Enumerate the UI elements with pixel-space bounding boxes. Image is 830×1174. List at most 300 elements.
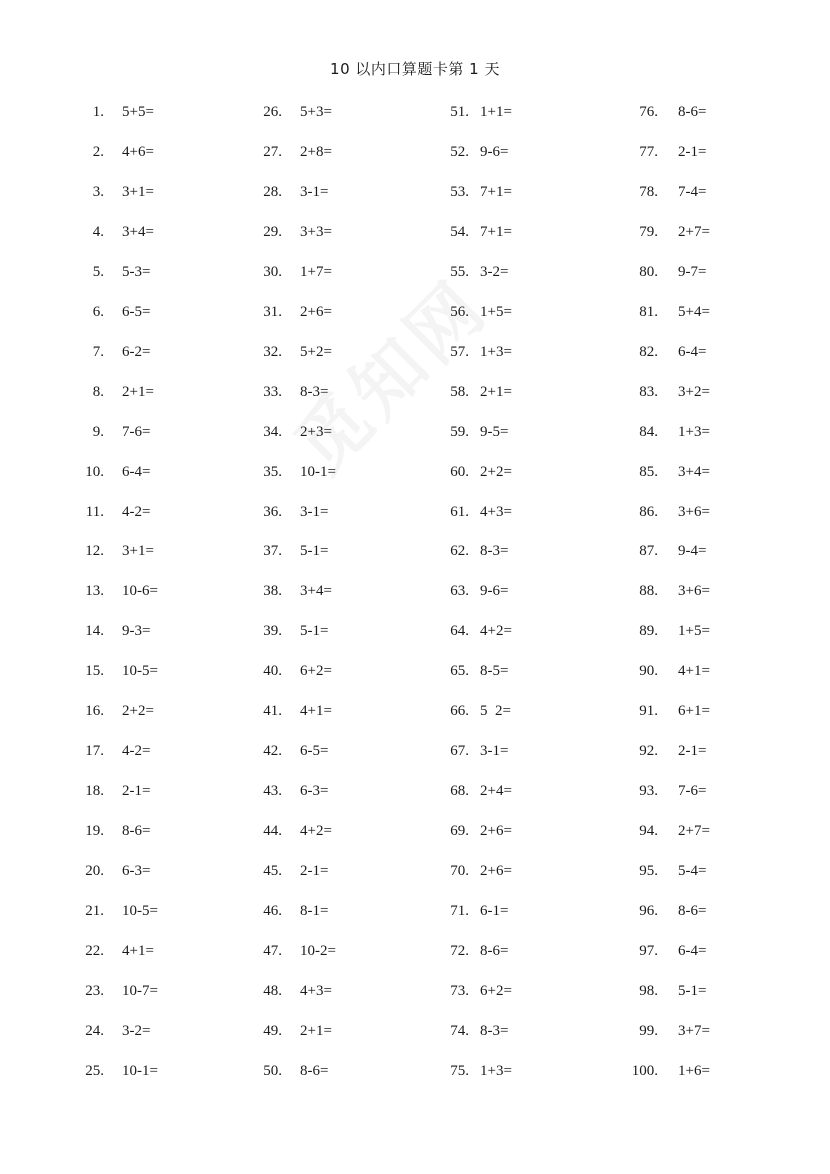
problem-item — [175, 262, 375, 282]
problem-number: 84. — [639, 423, 658, 440]
problem-expression: 3-2= — [122, 1022, 151, 1039]
problem-item — [0, 901, 200, 921]
problem-expression: 6-3= — [122, 863, 151, 880]
problem-expression: 2+6= — [300, 303, 332, 320]
problem-expression: 7-6= — [122, 423, 151, 440]
problem-number: 25. — [85, 1062, 104, 1079]
problem-number: 37. — [263, 543, 282, 560]
problem-expression: 5+5= — [122, 104, 154, 120]
problem-number: 77. — [639, 143, 658, 160]
problem-item — [0, 821, 200, 841]
problem-expression: 2+6= — [480, 823, 512, 840]
problem-expression: 3+3= — [300, 223, 332, 240]
problem-expression: 4+2= — [300, 823, 332, 840]
problem-number: 34. — [263, 423, 282, 440]
problem-number: 80. — [639, 263, 658, 280]
problem-expression: 7-4= — [678, 183, 707, 200]
problem-expression: 2+8= — [300, 143, 332, 160]
problem-number: 12. — [85, 543, 104, 560]
problem-number: 88. — [639, 583, 658, 600]
problem-item — [175, 621, 375, 641]
problem-item — [0, 541, 200, 561]
problem-number: 81. — [639, 303, 658, 320]
problem-item — [0, 1021, 200, 1041]
problem-expression: 8-6= — [122, 823, 151, 840]
problem-expression: 3+6= — [678, 583, 710, 600]
problem-item — [356, 821, 556, 841]
problem-expression: 4+1= — [122, 942, 154, 959]
problem-item — [175, 302, 375, 322]
problem-number: 70. — [450, 863, 469, 880]
problem-number: 55. — [450, 263, 469, 280]
problem-expression: 5 2= — [480, 703, 511, 720]
problem-column-2 — [175, 0, 375, 1174]
problem-item — [555, 781, 755, 801]
problem-number: 8. — [92, 383, 104, 400]
problem-number: 90. — [639, 663, 658, 680]
problem-number: 95. — [639, 863, 658, 880]
problem-number: 61. — [450, 503, 469, 520]
problem-item — [175, 502, 375, 522]
problem-expression: 6-4= — [678, 343, 707, 360]
problem-expression: 8-3= — [300, 383, 329, 400]
problem-number: 67. — [450, 743, 469, 760]
problem-number: 44. — [263, 823, 282, 840]
problem-expression: 10-1= — [122, 1062, 158, 1079]
problem-item — [356, 901, 556, 921]
problem-item — [356, 222, 556, 242]
problem-number: 26. — [263, 104, 282, 120]
problem-number: 64. — [450, 623, 469, 640]
problem-number: 4. — [92, 223, 104, 240]
problem-item — [175, 901, 375, 921]
problem-item — [175, 1021, 375, 1041]
problem-expression: 3-1= — [300, 183, 329, 200]
problem-expression: 6+1= — [678, 703, 710, 720]
problem-expression: 10-2= — [300, 942, 336, 959]
problem-expression: 5-3= — [122, 263, 151, 280]
problem-number: 51. — [450, 104, 469, 120]
problem-expression: 6-2= — [122, 343, 151, 360]
problem-number: 38. — [263, 583, 282, 600]
problem-item — [356, 781, 556, 801]
problem-item — [175, 861, 375, 881]
problem-item — [356, 462, 556, 482]
problem-item — [175, 142, 375, 162]
problem-item — [555, 861, 755, 881]
problem-number: 30. — [263, 263, 282, 280]
problem-expression: 2-1= — [122, 783, 151, 800]
problem-expression: 1+5= — [678, 623, 710, 640]
problem-expression: 3+1= — [122, 543, 154, 560]
problem-expression: 3-1= — [480, 743, 509, 760]
problem-number: 73. — [450, 982, 469, 999]
problem-expression: 6-4= — [678, 942, 707, 959]
problem-expression: 5+4= — [678, 303, 710, 320]
problem-item — [356, 182, 556, 202]
problem-number: 33. — [263, 383, 282, 400]
problem-number: 41. — [263, 703, 282, 720]
problem-number: 40. — [263, 663, 282, 680]
problem-number: 59. — [450, 423, 469, 440]
problem-expression: 2+4= — [480, 783, 512, 800]
problem-number: 39. — [263, 623, 282, 640]
problem-item — [0, 302, 200, 322]
problem-expression: 2+7= — [678, 223, 710, 240]
problem-expression: 2-1= — [678, 143, 707, 160]
problem-expression: 4+1= — [678, 663, 710, 680]
problem-expression: 3+6= — [678, 503, 710, 520]
problem-item — [555, 342, 755, 362]
problem-number: 10. — [85, 463, 104, 480]
problem-expression: 2+2= — [480, 463, 512, 480]
problem-number: 91. — [639, 703, 658, 720]
problem-expression: 1+3= — [480, 1062, 512, 1079]
problem-number: 11. — [85, 503, 104, 520]
problem-item — [0, 621, 200, 641]
problem-item — [555, 142, 755, 162]
problem-item — [175, 382, 375, 402]
problem-item — [356, 342, 556, 362]
problem-expression: 2+6= — [480, 863, 512, 880]
problem-item — [356, 302, 556, 322]
problem-number: 29. — [263, 223, 282, 240]
problem-number: 35. — [263, 463, 282, 480]
problem-item — [0, 581, 200, 601]
problem-number: 3. — [92, 183, 104, 200]
problem-expression: 2+1= — [300, 1022, 332, 1039]
problem-expression: 1+1= — [480, 104, 512, 120]
problem-number: 96. — [639, 903, 658, 919]
problem-item — [356, 701, 556, 721]
problem-item — [555, 661, 755, 681]
problem-number: 93. — [639, 783, 658, 800]
problem-number: 47. — [263, 942, 282, 959]
problem-number: 7. — [92, 343, 104, 360]
problem-item — [175, 821, 375, 841]
problem-item — [555, 1061, 755, 1081]
problem-expression: 3-1= — [300, 503, 329, 520]
problem-number: 56. — [450, 303, 469, 320]
problem-number: 18. — [85, 783, 104, 800]
problem-item — [555, 701, 755, 721]
problem-expression: 9-5= — [480, 423, 509, 440]
problem-expression: 4-2= — [122, 743, 151, 760]
problem-expression: 4-2= — [122, 503, 151, 520]
problem-expression: 3+4= — [122, 223, 154, 240]
problem-expression: 8-3= — [480, 543, 509, 560]
problem-number: 17. — [85, 743, 104, 760]
problem-expression: 9-6= — [480, 583, 509, 600]
problem-item — [356, 1021, 556, 1041]
problem-item — [175, 701, 375, 721]
page-title: 10 以内口算题卡第 1 天 — [330, 60, 500, 78]
problem-item — [356, 1061, 556, 1081]
problem-item — [0, 382, 200, 402]
problem-expression: 1+6= — [678, 1062, 710, 1079]
problem-item — [555, 262, 755, 282]
problem-expression: 9-7= — [678, 263, 707, 280]
problem-number: 79. — [639, 223, 658, 240]
problem-number: 48. — [263, 982, 282, 999]
problem-expression: 1+5= — [480, 303, 512, 320]
problem-item — [555, 502, 755, 522]
problem-item — [356, 382, 556, 402]
problem-expression: 10-6= — [122, 583, 158, 600]
problem-number: 72. — [450, 942, 469, 959]
problem-expression: 7+1= — [480, 183, 512, 200]
problem-number: 76. — [639, 104, 658, 120]
problem-item — [356, 541, 556, 561]
problem-number: 19. — [85, 823, 104, 840]
problem-number: 36. — [263, 503, 282, 520]
problem-item — [356, 142, 556, 162]
problem-number: 85. — [639, 463, 658, 480]
problem-expression: 5+2= — [300, 343, 332, 360]
problem-number: 65. — [450, 663, 469, 680]
problem-item — [356, 502, 556, 522]
problem-item — [356, 741, 556, 761]
problem-item — [555, 621, 755, 641]
problem-item — [0, 861, 200, 881]
problem-number: 24. — [85, 1022, 104, 1039]
problem-expression: 7+1= — [480, 223, 512, 240]
problem-item — [555, 581, 755, 601]
problem-column-3 — [356, 0, 556, 1174]
problem-item — [356, 661, 556, 681]
problem-expression: 2+2= — [122, 703, 154, 720]
problem-expression: 8-6= — [300, 1062, 329, 1079]
problem-expression: 2+1= — [480, 383, 512, 400]
problem-item — [175, 182, 375, 202]
problem-item — [175, 741, 375, 761]
problem-item — [175, 462, 375, 482]
problem-number: 28. — [263, 183, 282, 200]
problem-item — [555, 102, 755, 122]
problem-number: 9. — [92, 423, 104, 440]
problem-expression: 6+2= — [300, 663, 332, 680]
problem-number: 46. — [263, 903, 282, 919]
problem-number: 92. — [639, 743, 658, 760]
problem-item — [555, 462, 755, 482]
problem-number: 78. — [639, 183, 658, 200]
problem-item — [0, 182, 200, 202]
problem-expression: 8-5= — [480, 663, 509, 680]
problem-item — [555, 981, 755, 1001]
problem-expression: 1+3= — [678, 423, 710, 440]
problem-item — [555, 941, 755, 961]
problem-expression: 8-6= — [678, 104, 707, 120]
problem-expression: 8-1= — [300, 903, 329, 919]
problem-expression: 4+2= — [480, 623, 512, 640]
problem-number: 75. — [450, 1062, 469, 1079]
problem-number: 58. — [450, 383, 469, 400]
problem-column-1 — [0, 0, 200, 1174]
problem-item — [356, 981, 556, 1001]
problem-expression: 5-1= — [300, 543, 329, 560]
problem-item — [175, 941, 375, 961]
problem-item — [0, 741, 200, 761]
problem-number: 87. — [639, 543, 658, 560]
problem-number: 16. — [85, 703, 104, 720]
problem-expression: 3+1= — [122, 183, 154, 200]
problem-number: 43. — [263, 783, 282, 800]
problem-number: 42. — [263, 743, 282, 760]
problem-number: 45. — [263, 863, 282, 880]
problem-item — [0, 142, 200, 162]
problem-item — [175, 781, 375, 801]
problem-number: 53. — [450, 183, 469, 200]
problem-number: 57. — [450, 343, 469, 360]
problem-expression: 4+3= — [480, 503, 512, 520]
problem-item — [0, 941, 200, 961]
problem-number: 98. — [639, 982, 658, 999]
problem-expression: 3-2= — [480, 263, 509, 280]
problem-expression: 5-1= — [300, 623, 329, 640]
problem-number: 20. — [85, 863, 104, 880]
problem-item — [175, 541, 375, 561]
problem-number: 32. — [263, 343, 282, 360]
problem-item — [0, 102, 200, 122]
problem-number: 52. — [450, 143, 469, 160]
problem-number: 71. — [450, 903, 469, 919]
problem-item — [356, 861, 556, 881]
problem-expression: 1+3= — [480, 343, 512, 360]
problem-item — [356, 422, 556, 442]
problem-number: 13. — [85, 583, 104, 600]
problem-item — [555, 821, 755, 841]
problem-expression: 7-6= — [678, 783, 707, 800]
problem-expression: 9-4= — [678, 543, 707, 560]
problem-expression: 2+3= — [300, 423, 332, 440]
problem-item — [555, 182, 755, 202]
problem-number: 50. — [263, 1062, 282, 1079]
problem-item — [175, 661, 375, 681]
problem-expression: 2+7= — [678, 823, 710, 840]
problem-expression: 9-6= — [480, 143, 509, 160]
problem-item — [555, 1021, 755, 1041]
problem-number: 89. — [639, 623, 658, 640]
problem-number: 21. — [85, 903, 104, 919]
problem-item — [0, 262, 200, 282]
problem-expression: 5-1= — [678, 982, 707, 999]
problem-number: 27. — [263, 143, 282, 160]
problem-item — [555, 302, 755, 322]
problem-number: 1. — [92, 104, 104, 120]
problem-number: 5. — [92, 263, 104, 280]
problem-expression: 4+3= — [300, 982, 332, 999]
problem-item — [0, 701, 200, 721]
problem-expression: 6-5= — [300, 743, 329, 760]
problem-number: 82. — [639, 343, 658, 360]
problem-item — [555, 382, 755, 402]
problem-expression: 8-3= — [480, 1022, 509, 1039]
problem-expression: 5-4= — [678, 863, 707, 880]
problem-number: 54. — [450, 223, 469, 240]
problem-expression: 6-1= — [480, 903, 509, 919]
problem-number: 62. — [450, 543, 469, 560]
problem-number: 94. — [639, 823, 658, 840]
problem-item — [0, 981, 200, 1001]
problem-number: 14. — [85, 623, 104, 640]
problem-item — [555, 741, 755, 761]
problem-item — [555, 222, 755, 242]
problem-expression: 3+4= — [300, 583, 332, 600]
problem-expression: 3+2= — [678, 383, 710, 400]
problem-expression: 10-7= — [122, 982, 158, 999]
problem-expression: 9-3= — [122, 623, 151, 640]
problem-item — [0, 502, 200, 522]
problem-expression: 10-5= — [122, 903, 158, 919]
problem-item — [356, 941, 556, 961]
problem-expression: 8-6= — [678, 903, 707, 919]
problem-number: 97. — [639, 942, 658, 959]
problem-number: 60. — [450, 463, 469, 480]
problem-number: 22. — [85, 942, 104, 959]
problem-item — [0, 661, 200, 681]
problem-number: 2. — [92, 143, 104, 160]
problem-expression: 1+7= — [300, 263, 332, 280]
problem-expression: 4+1= — [300, 703, 332, 720]
problem-expression: 2-1= — [300, 863, 329, 880]
problem-number: 66. — [450, 703, 469, 720]
problem-expression: 8-6= — [480, 942, 509, 959]
problem-expression: 4+6= — [122, 143, 154, 160]
problem-item — [0, 781, 200, 801]
problem-item — [175, 981, 375, 1001]
problem-expression: 10-1= — [300, 463, 336, 480]
problem-item — [175, 581, 375, 601]
problem-number: 63. — [450, 583, 469, 600]
problem-number: 69. — [450, 823, 469, 840]
problem-expression: 3+7= — [678, 1022, 710, 1039]
problem-number: 6. — [92, 303, 104, 320]
problem-expression: 6-4= — [122, 463, 151, 480]
problem-item — [555, 901, 755, 921]
problem-item — [0, 222, 200, 242]
problem-item — [175, 422, 375, 442]
problem-item — [356, 102, 556, 122]
problem-item — [175, 1061, 375, 1081]
problem-expression: 10-5= — [122, 663, 158, 680]
problem-number: 68. — [450, 783, 469, 800]
problem-number: 99. — [639, 1022, 658, 1039]
problem-item — [0, 422, 200, 442]
problem-number: 31. — [263, 303, 282, 320]
problem-number: 15. — [85, 663, 104, 680]
problem-item — [175, 102, 375, 122]
problem-expression: 2-1= — [678, 743, 707, 760]
problem-expression: 5+3= — [300, 104, 332, 120]
problem-item — [0, 1061, 200, 1081]
problem-item — [175, 342, 375, 362]
problem-item — [175, 222, 375, 242]
problem-item — [356, 262, 556, 282]
problem-number: 100. — [631, 1062, 658, 1079]
problem-number: 83. — [639, 383, 658, 400]
problem-item — [356, 621, 556, 641]
problem-expression: 2+1= — [122, 383, 154, 400]
problem-item — [555, 541, 755, 561]
problem-item — [0, 462, 200, 482]
problem-number: 74. — [450, 1022, 469, 1039]
problem-item — [356, 581, 556, 601]
problem-number: 49. — [263, 1022, 282, 1039]
problem-expression: 3+4= — [678, 463, 710, 480]
problem-number: 86. — [639, 503, 658, 520]
problem-expression: 6+2= — [480, 982, 512, 999]
problem-item — [555, 422, 755, 442]
